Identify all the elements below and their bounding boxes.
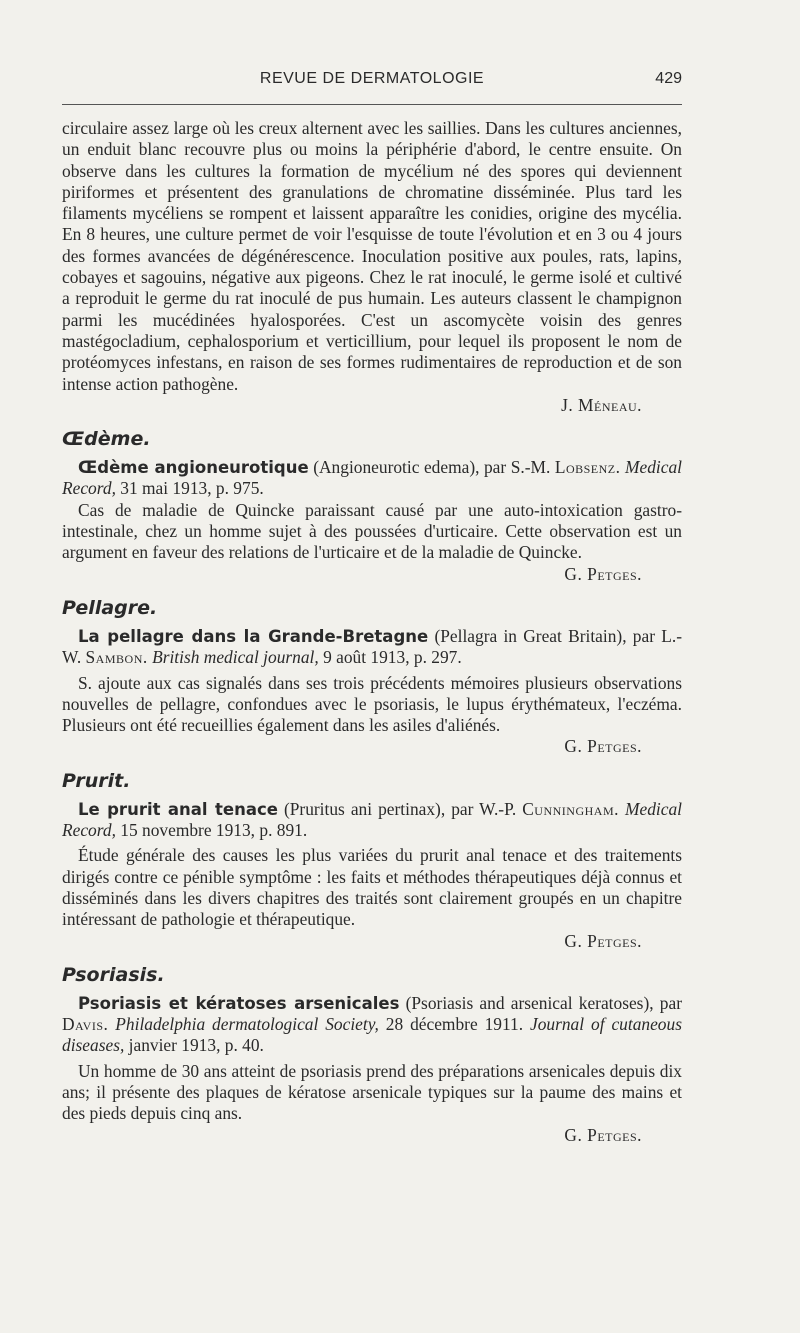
oedeme-signature: G. Petges. <box>564 563 642 584</box>
oedeme-title: Œdème angioneurotique <box>78 458 309 478</box>
article-body <box>62 118 682 1146</box>
psoriasis-journal: Philadelphia dermatological Society, <box>115 1014 379 1035</box>
oedeme-reference: Œdème angioneurotique (Angioneurotic edema), par S.-M. Lobsenz. Medical Record, 31 mai 1913, p. 975. <box>62 457 682 499</box>
pellagre-reference: La pellagre dans la Grande-Bretagne (Pellagra in Great Britain), par L.-W. Sambon. British medical journal, 9 août 1913, p. 297. <box>62 625 682 668</box>
running-header <box>62 70 682 94</box>
oedeme-author: Lobsenz. <box>554 457 621 478</box>
page-number: 429 <box>655 70 682 87</box>
prurit-reference: Le prurit anal tenace (Pruritus ani pertinax), par W.-P. Cunningham. Medical Record, 15 novembre 1913, p. 891. <box>62 798 682 841</box>
psoriasis-journal-2: Journal of cutaneous diseases, <box>62 1014 682 1056</box>
intro-signature: J. Méneau. <box>561 394 642 415</box>
pellagre-title: La pellagre dans la Grande-Bretagne <box>78 626 429 646</box>
section-heading-pellagre: Pellagre. <box>62 596 158 619</box>
prurit-author: Cunningham. <box>522 798 619 819</box>
section-heading-prurit: Prurit. <box>62 769 131 792</box>
psoriasis-reference: Psoriasis et kératoses arsenicales (Psoriasis and arsenical keratoses), par Davis. Philadelphia dermatological Society, 28 décembre 1911. Journal of cutaneous diseases, janvier 1913, p. 40. <box>62 992 683 1056</box>
prurit-body: Étude générale des causes les plus variées du prurit anal tenace et des traitements dirigés contre ce pénible symptôme : les faits et méthodes thérapeutiques déjà connus et disséminés dans les divers chapitres des traités sont clairement groupés en un chapitre intéressant de pathologie et thérapeutique. <box>62 845 682 930</box>
pellagre-signature: G. Petges. <box>564 736 642 757</box>
prurit-signature: G. Petges. <box>564 930 642 951</box>
pellagre-journal: British medical journal, <box>152 647 319 668</box>
section-heading-psoriasis: Psoriasis. <box>62 963 165 986</box>
prurit-title: Le prurit anal tenace <box>78 799 278 819</box>
prurit-journal: Medical Record, <box>62 798 682 841</box>
pellagre-author: Sambon. <box>85 647 148 668</box>
psoriasis-author: Davis. <box>62 1014 109 1035</box>
oedeme-journal: Medical Record, <box>62 457 682 499</box>
journal-title: REVUE DE DERMATOLOGIE <box>259 70 485 87</box>
intro-paragraph: circulaire assez large où les creux alternent avec les saillies. Dans les cultures anciennes, un enduit blanc recouvre plus ou moins la périphérie d'abord, le centre ensuite. On observe dans les cultures la formation de mycélium né des spores qui deviennent piriformes et présentent des granulations de chromatine disséminée. Plus tard les filaments mycéliens se rompent et laissent apparaître les conidies, origine des mycélia. En 8 heures, une culture permet de voir l'esquisse de toute l'évolution et en 3 ou 4 jours des formes avancées de dégénérescence. Inoculation positive aux poules, rats, lapins, cobayes et sagouins, négative aux pigeons. Chez le rat inoculé, le germe isolé et cultivé a reproduit le germe du rat inoculé de pus humain. Les auteurs classent le champignon parmi les mucédinées hyalosporées. C'est un ascomycète voisin des genres mastégocladium, cephalosporium et verticillium, pour lequel ils proposent le nom de protéomyces infestans, en raison de ses formes rudimentaires de reproduction et de son intense action pathogène. <box>62 118 682 394</box>
psoriasis-title: Psoriasis et kératoses arsenicales <box>78 993 400 1013</box>
pellagre-body: S. ajoute aux cas signalés dans ses trois précédents mémoires plusieurs observations nouvelles de pellagre, confondues avec le psoriasis, le lupus érythémateux, l'eczéma. Plusieurs ont été recueillies également dans les asiles d'aliénés. <box>62 672 682 736</box>
psoriasis-body: Un homme de 30 ans atteint de psoriasis prend des préparations arsenicales depuis dix ans; il présente des plaques de kératose arsenicale typiques sur la paume des mains et des pieds depuis cinq ans. <box>62 1060 682 1124</box>
section-heading-oedeme: Œdème. <box>62 428 151 451</box>
psoriasis-signature: G. Petges. <box>564 1124 642 1145</box>
oedeme-body: Cas de maladie de Quincke paraissant causé par une auto-intoxication gastro-intestinale, chez un homme sujet à des poussées d'urticaire. Cette observation est un argument en faveur des relations de l'urticaire et de la maladie de Quincke. <box>62 499 682 563</box>
header-rule <box>62 104 682 105</box>
